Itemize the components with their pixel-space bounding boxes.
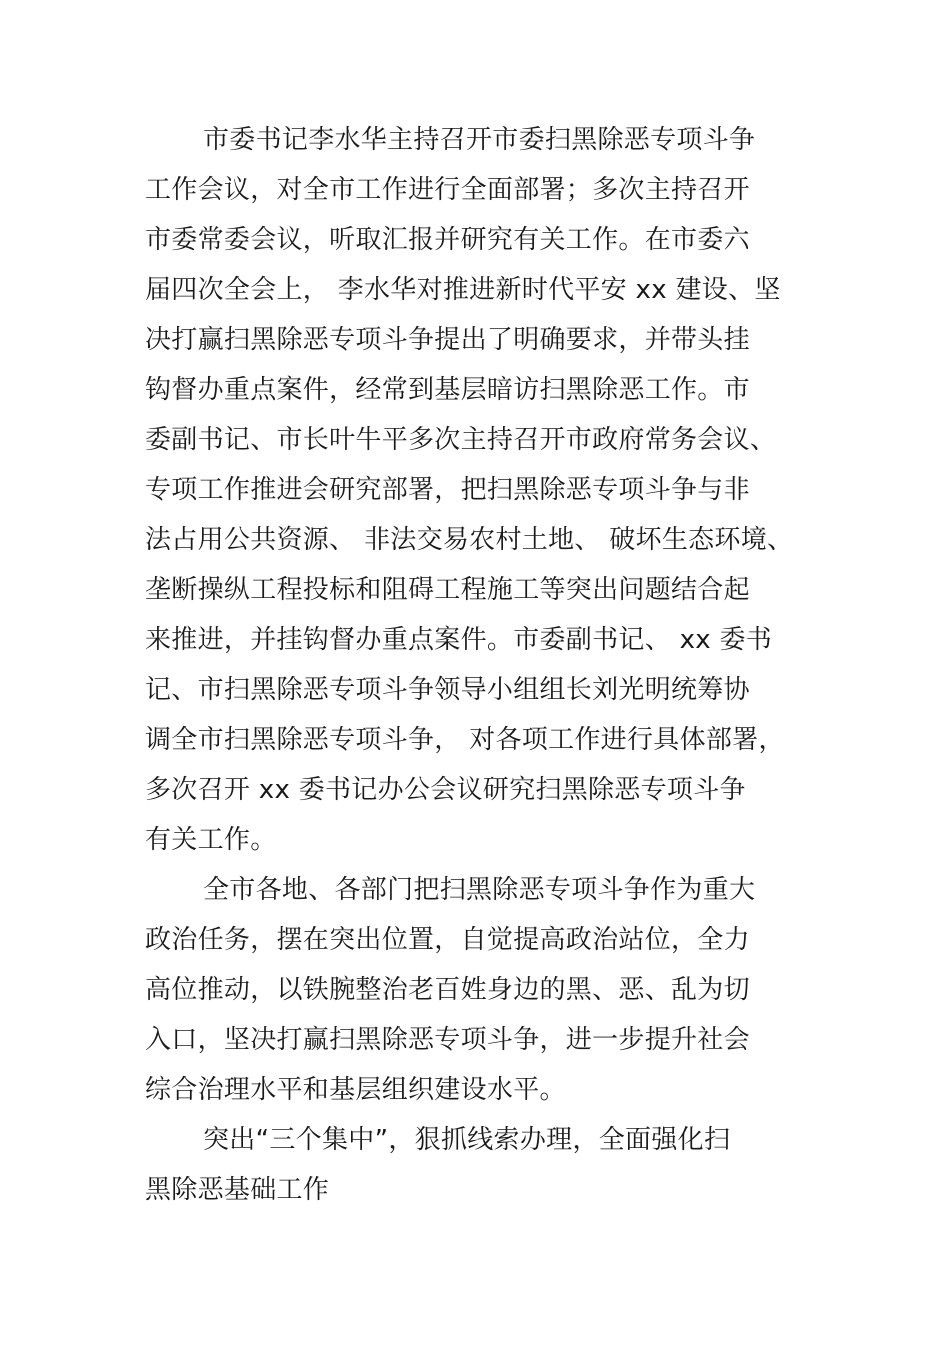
paragraph-1-line-4: 届四次全会上， 李水华对推进新时代平安 xx 建设、坚 xyxy=(145,275,781,305)
paragraph-2-line-4: 入口，坚决打赢扫黑除恶专项斗争，进一步提升社会 xyxy=(145,1025,750,1055)
paragraph-1-line-10: 垄断操纵工程投标和阻碍工程施工等突出问题结合起 xyxy=(145,575,750,605)
paragraph-1-line-12: 记、市扫黑除恶专项斗争领导小组组长刘光明统筹协 xyxy=(145,675,750,705)
paragraph-1-line-2: 工作会议，对全市工作进行全面部署；多次主持召开 xyxy=(145,175,750,205)
paragraph-2-line-3: 高位推动，以铁腕整治老百姓身边的黑、恶、乱为切 xyxy=(145,975,750,1005)
paragraph-2-line-5: 综合治理水平和基层组织建设水平。 xyxy=(145,1075,566,1105)
paragraph-1-line-1: 市委书记李水华主持召开市委扫黑除恶专项斗争 xyxy=(203,125,756,155)
paragraph-3-line-2: 黑除恶基础工作 xyxy=(145,1175,330,1205)
paragraph-1-line-15: 有关工作。 xyxy=(145,825,277,855)
paragraph-2-line-1: 全市各地、各部门把扫黑除恶专项斗争作为重大 xyxy=(203,875,756,905)
paragraph-1-line-13: 调全市扫黑除恶专项斗争， 对各项工作进行具体部署， xyxy=(145,725,785,755)
paragraph-1-line-8: 专项工作推进会研究部署，把扫黑除恶专项斗争与非 xyxy=(145,475,750,505)
paragraph-1-line-6: 钩督办重点案件，经常到基层暗访扫黑除恶工作。市 xyxy=(145,375,750,405)
paragraph-1-line-5: 决打赢扫黑除恶专项斗争提出了明确要求，并带头挂 xyxy=(145,325,750,355)
paragraph-2-line-2: 政治任务，摆在突出位置，自觉提高政治站位，全力 xyxy=(145,925,750,955)
paragraph-1-line-14: 多次召开 xx 委书记办公会议研究扫黑除恶专项斗争 xyxy=(145,775,746,805)
paragraph-1-line-3: 市委常委会议，听取汇报并研究有关工作。在市委六 xyxy=(145,225,750,255)
paragraph-3-line-1: 突出“三个集中”，狠抓线索办理，全面强化扫 xyxy=(203,1125,731,1155)
paragraph-1-line-7: 委副书记、市长叶牛平多次主持召开市政府常务会议、 xyxy=(145,425,777,455)
paragraph-1-line-9: 法占用公共资源、 非法交易农村土地、 破坏生态环境、 xyxy=(145,525,794,555)
paragraph-1-line-11: 来推进，并挂钩督办重点案件。市委副书记、 xx 委书 xyxy=(145,625,773,655)
